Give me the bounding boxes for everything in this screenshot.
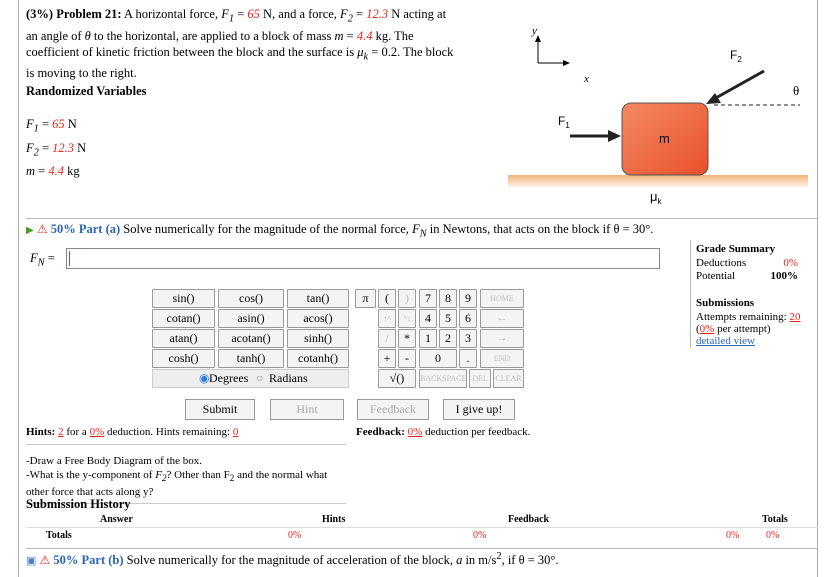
key-up-alt[interactable]: ^↓: [398, 309, 416, 328]
key-sqrt[interactable]: √(): [378, 369, 416, 388]
attempts-remaining: Attempts remaining: 20: [696, 311, 801, 323]
randomized-vars: [26, 115, 86, 180]
key-0[interactable]: 0: [419, 349, 457, 368]
grade-title: Grade Summary: [696, 243, 776, 255]
x-axis-label: x: [584, 73, 589, 85]
deductions-value: 0%: [783, 257, 798, 269]
history-divider: [26, 527, 818, 528]
key-cosh[interactable]: cosh(): [152, 349, 215, 368]
key-cos[interactable]: cos(): [218, 289, 284, 308]
f1-arrow-head: [608, 130, 621, 142]
hint-2: -What is the y-component of $F_2$? Other than $F_2$ and the normal what: [26, 469, 328, 484]
key-lparen[interactable]: (: [378, 289, 396, 308]
key-tan[interactable]: tan(): [287, 289, 349, 308]
part-a-header: ▶ ⚠ 50% Part (a) Solve numerically for the magnitude of the normal force, $F_N$ in Newtons, that acts on the block if θ = 30°.: [26, 218, 818, 240]
answer-input[interactable]: [66, 248, 660, 269]
warning-icon: ⚠: [39, 553, 51, 568]
warning-icon: ⚠: [36, 222, 48, 236]
hints-summary: Hints: 2 for a 0% deduction. Hints remaining: 0: [26, 426, 239, 438]
collapse-icon[interactable]: ▣: [26, 555, 37, 568]
col-feedback: Feedback: [508, 514, 550, 525]
key-9[interactable]: 9: [459, 289, 477, 308]
potential-value: 100%: [770, 270, 798, 282]
grade-summary: Grade Summary Deductions 0% Potential 100% Submissions Attempts remaining: 20 (0% per attempt) detailed view: [690, 240, 818, 348]
total-feedback: 0%: [473, 530, 487, 541]
f2-label: $F_2$: [730, 48, 742, 64]
hint-button[interactable]: Hint: [270, 399, 344, 420]
y-axis-label: y: [532, 25, 537, 37]
key-del[interactable]: DEL: [469, 369, 491, 388]
block-mass-label: m: [659, 131, 670, 146]
col-totals: Totals: [762, 514, 788, 525]
key-cotan[interactable]: cotan(): [152, 309, 215, 328]
play-triangle-icon[interactable]: ▶: [26, 225, 34, 236]
key-divide[interactable]: /: [378, 329, 396, 348]
key-decimal[interactable]: .: [459, 349, 477, 368]
part-b-header: ▣ ⚠ 50% Part (b) Solve numerically for the magnitude of acceleration of the block, a in $m/s^2$, if θ = 30°.: [26, 548, 818, 570]
key-cotanh[interactable]: cotanh(): [287, 349, 349, 368]
col-answer: Answer: [100, 514, 133, 525]
hint-1: -Draw a Free Body Diagram of the box.: [26, 455, 202, 467]
key-right[interactable]: →: [480, 329, 524, 348]
total-col-b: 0%: [766, 530, 780, 541]
give-up-button[interactable]: I give up!: [443, 399, 515, 420]
submit-button[interactable]: Submit: [185, 399, 255, 420]
key-sin[interactable]: sin(): [152, 289, 215, 308]
f2-value: 12.3: [366, 7, 389, 21]
key-4[interactable]: 4: [419, 309, 437, 328]
key-backspace[interactable]: BACKSPACE: [419, 369, 467, 388]
key-1[interactable]: 1: [419, 329, 437, 348]
feedback-button[interactable]: Feedback: [357, 399, 429, 420]
f1-label: $F_1$: [558, 114, 570, 130]
key-2[interactable]: 2: [439, 329, 457, 348]
key-tanh[interactable]: tanh(): [218, 349, 284, 368]
var-m: m = 4.4 kg: [26, 164, 80, 178]
key-asin[interactable]: asin(): [218, 309, 284, 328]
randomized-label: Randomized Variables: [26, 84, 147, 98]
force-diagram: [500, 25, 820, 210]
var-f2: $F_2 = 12.3$ N: [26, 140, 87, 158]
key-plus[interactable]: +: [378, 349, 396, 368]
answer-field-label: $F_N$ =: [30, 251, 55, 269]
key-pi[interactable]: π: [355, 289, 376, 308]
problem-statement: (3%) Problem 21: A horizontal force, $F_1 = 65$ N, and a force, $F_2 = 12.3$ N acting at an angle of θ to the horizontal, are applied to a block of mass m = 4.4 kg. The coefficient of kinetic friction between the block and the surface is $\mu_k = 0.2$. The block is moving to the right.: [26, 7, 454, 80]
key-3[interactable]: 3: [459, 329, 477, 348]
feedback-summary: Feedback: 0% deduction per feedback.: [356, 426, 531, 438]
key-acotan[interactable]: acotan(): [218, 329, 284, 348]
key-rparen[interactable]: ): [398, 289, 416, 308]
key-acos[interactable]: acos(): [287, 309, 349, 328]
hints-divider: [26, 444, 346, 445]
f1-value: 65: [247, 7, 260, 21]
degrees-radio[interactable]: ◉: [199, 371, 210, 385]
key-8[interactable]: 8: [439, 289, 457, 308]
hint-3: other force that acts along y?: [26, 486, 154, 499]
key-7[interactable]: 7: [419, 289, 437, 308]
var-f1: $F_1 = 65$ N: [26, 117, 77, 135]
submission-history-title: Submission History: [26, 497, 131, 511]
key-atan[interactable]: atan(): [152, 329, 215, 348]
key-end[interactable]: END: [480, 349, 524, 368]
angle-mode-group: ◉ Degrees ○ Radians: [152, 369, 349, 388]
key-home[interactable]: HOME: [480, 289, 524, 308]
totals-row-label: Totals: [46, 530, 72, 541]
f2-arrow-shaft: [714, 71, 764, 99]
problem-heading: (3%) Problem 21:: [26, 7, 122, 21]
key-left[interactable]: ←: [480, 309, 524, 328]
detailed-view-link[interactable]: detailed view: [696, 335, 755, 347]
key-5[interactable]: 5: [439, 309, 457, 328]
mu-label: $\mu_k$: [650, 189, 662, 206]
ground-surface: [508, 175, 808, 189]
text-caret: [69, 251, 70, 266]
radians-radio[interactable]: ○: [256, 371, 264, 385]
key-clear[interactable]: CLEAR: [493, 369, 524, 388]
key-up[interactable]: ↑^: [378, 309, 396, 328]
total-col-a: 0%: [726, 530, 740, 541]
total-hints: 0%: [288, 530, 302, 541]
key-minus[interactable]: -: [398, 349, 416, 368]
key-sinh[interactable]: sinh(): [287, 329, 349, 348]
x-axis-arrow: [563, 60, 570, 66]
col-hints: Hints: [322, 514, 346, 525]
theta-label: θ: [793, 83, 800, 98]
m-value: 4.4: [356, 28, 373, 43]
key-6[interactable]: 6: [459, 309, 477, 328]
key-multiply[interactable]: *: [398, 329, 416, 348]
